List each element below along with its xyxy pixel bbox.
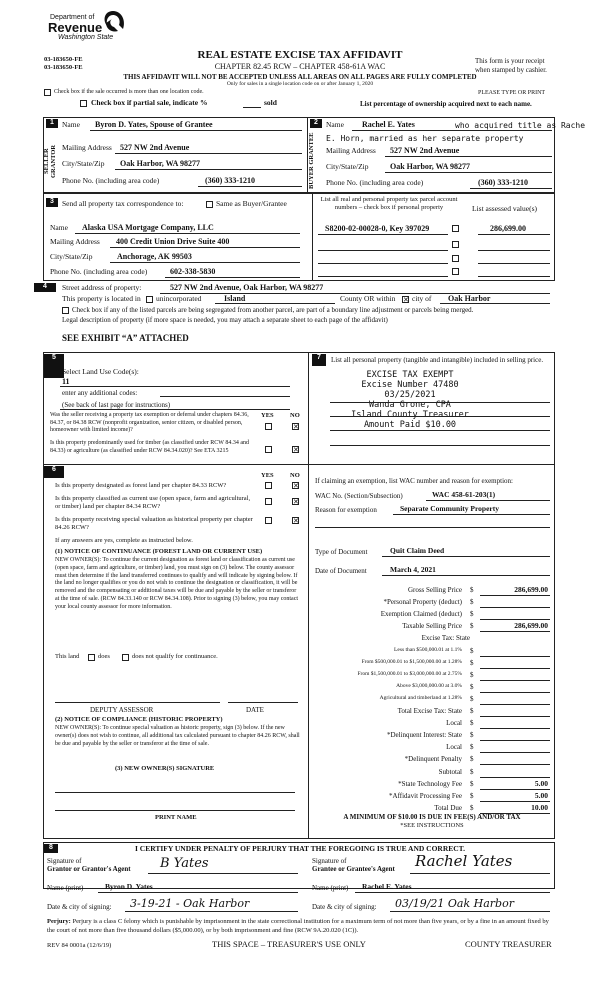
seller-addr[interactable]: 527 NW 2nd Avenue xyxy=(120,143,190,152)
doc-id-2: 03-183650-FE xyxy=(44,64,83,71)
buyer-city-label: City/State/Zip xyxy=(326,162,369,171)
print-name-label: PRINT NAME xyxy=(155,814,197,821)
grantor-signature[interactable]: B Yates xyxy=(160,856,209,871)
tax-row-line xyxy=(480,692,550,693)
s6-q3-yes-checkbox[interactable] xyxy=(265,517,272,524)
tax-row-line xyxy=(480,607,550,608)
seller-name-label: Name xyxy=(62,120,80,129)
see-back-note: (See back of last page for instructions) xyxy=(62,401,171,409)
tax-row-currency: $ xyxy=(470,731,474,740)
stamp-line-4: Wanda Grone, CPA xyxy=(369,400,451,410)
parcel-number[interactable]: S8200-02-00028-0, Key 397029 xyxy=(325,224,430,233)
property-street[interactable]: 527 NW 2nd Avenue, Oak Harbor, WA 98277 xyxy=(170,283,324,292)
buyer-typed-line2: E. Horn, married as her separate property xyxy=(326,134,524,143)
s3-phone[interactable]: 602-338-5830 xyxy=(170,267,216,276)
s6-question-3: Is this property receiving special valuation as historical property per chapter 84.26 RCW? xyxy=(55,516,253,532)
tax-row-currency: $ xyxy=(470,646,474,655)
county-treasurer-label: COUNTY TREASURER xyxy=(465,939,552,949)
section-3-badge: 3 xyxy=(46,198,58,207)
partial-sale-sold: sold xyxy=(264,98,277,107)
tax-row-line xyxy=(480,740,550,741)
tax-row-label: Taxable Selling Price xyxy=(402,622,462,631)
buyer-phone[interactable]: (360) 333-1210 xyxy=(478,178,528,187)
unincorporated-label: unincorporated xyxy=(156,294,202,303)
land-not-qualify-label: does not qualify for continuance. xyxy=(132,653,218,660)
exemption-reason[interactable]: Separate Community Property xyxy=(400,504,500,513)
buyer-addr-label: Mailing Address xyxy=(326,146,376,155)
partial-sale-label: Check box if partial sale, indicate % xyxy=(91,98,208,107)
within-city-checkbox[interactable]: ✕ xyxy=(403,296,409,304)
form-title: REAL ESTATE EXCISE TAX AFFIDAVIT xyxy=(197,49,403,61)
s5-q1-yes-checkbox[interactable] xyxy=(265,423,272,430)
land-not-qualify-checkbox[interactable] xyxy=(122,654,129,661)
exhibit-note: SEE EXHIBIT “A” ATTACHED xyxy=(62,333,189,343)
tax-row-label: Local xyxy=(446,743,462,752)
s3-city-label: City/State/Zip xyxy=(50,252,93,261)
receipt-note-2: when stamped by cashier. xyxy=(475,66,547,74)
tax-row-line xyxy=(480,764,550,765)
same-as-buyer-label: Same as Buyer/Grantee xyxy=(216,199,287,208)
s5-question-1: Was the seller receiving a property tax exemption or deferral under chapters 84.36, 84.37, or 84.38 RCW (nonprofit organization, senior citizen, or disabled person, homeowner with limited income)? xyxy=(50,412,249,433)
form-subtitle: CHAPTER 82.45 RCW – CHAPTER 458-61A WAC xyxy=(214,62,386,71)
wac-label: WAC No. (Section/Subsection) xyxy=(315,492,403,500)
multi-location-checkbox[interactable] xyxy=(44,89,51,96)
land-use-code[interactable]: 11 xyxy=(62,377,70,386)
grantor-sig-label-1: Signature of xyxy=(47,857,82,865)
assessed-value[interactable]: 286,699.00 xyxy=(490,224,526,233)
doc-type-label: Type of Document xyxy=(315,548,368,556)
tax-row-line xyxy=(480,789,550,790)
form-revision: REV 84 0001a (12/6/19) xyxy=(47,942,112,949)
grantee-print-label: Name (print) xyxy=(312,884,349,892)
street-label: Street address of property: xyxy=(62,283,142,292)
tax-row-line xyxy=(480,631,550,632)
minimum-due-note: A MINIMUM OF $10.00 IS DUE IN FEE(S) AND/OR TAX xyxy=(343,813,521,821)
tax-row-value[interactable]: 286,699.00 xyxy=(514,621,548,631)
buyer-name[interactable]: Rachel E. Yates xyxy=(362,120,415,129)
buyer-phone-label: Phone No. (including area code) xyxy=(326,178,424,187)
tax-row-line xyxy=(480,752,550,753)
buyer-addr[interactable]: 527 NW 2nd Avenue xyxy=(390,146,460,155)
s5-q2-yes-checkbox[interactable] xyxy=(265,446,272,453)
parcel-personal-checkbox-2[interactable] xyxy=(452,241,459,248)
same-as-buyer-checkbox[interactable] xyxy=(206,201,213,208)
notice1-title: (1) NOTICE OF CONTINUANCE (FOREST LAND OR CURRENT USE) xyxy=(55,548,263,555)
stamp-line-6: Amount Paid $10.00 xyxy=(363,420,457,430)
tax-row-label: Above $3,000,000.00 at 3.0% xyxy=(396,682,462,689)
seller-name[interactable]: Byron D. Yates, Spouse of Grantee xyxy=(95,120,213,129)
tax-row-label: *Personal Property (deduct) xyxy=(383,598,462,607)
grantee-sig-label-2: Grantee or Grantee's Agent xyxy=(312,865,395,873)
seller-city-label: City/State/Zip xyxy=(62,159,105,168)
tax-row-label: Subtotal xyxy=(438,767,462,776)
doc-id-1: 03-183650-FE xyxy=(44,56,83,63)
section-5-badge: 5 xyxy=(44,354,64,378)
tax-row-currency: $ xyxy=(470,779,474,788)
land-does-checkbox[interactable] xyxy=(88,654,95,661)
send-tax-label: Send all property tax correspondence to: xyxy=(62,199,184,208)
segregated-label: Check box if any of the listed parcels are being segregated from another parcel, are part of a boundary line adjustment or parcels being merged. xyxy=(72,306,474,314)
s6-no-header: NO xyxy=(290,472,300,479)
dor-swirl-icon xyxy=(100,9,126,35)
section-4-badge: 4 xyxy=(34,283,56,292)
s6-question-1: Is this property designated as forest land per chapter 84.33 RCW? xyxy=(55,482,227,489)
tax-row-currency: $ xyxy=(470,719,474,728)
city-of-label: city of xyxy=(412,294,432,303)
doc-date[interactable]: March 4, 2021 xyxy=(390,565,436,574)
tax-row-currency: $ xyxy=(470,707,474,715)
additional-codes-label: enter any additional codes: xyxy=(62,389,138,397)
tax-row-currency: $ xyxy=(470,670,474,679)
s6-q2-yes-checkbox[interactable] xyxy=(265,498,272,505)
doc-date-label: Date of Document xyxy=(315,567,367,575)
stamp-line-3: 03/25/2021 xyxy=(384,390,436,400)
perjury-label: Perjury: xyxy=(47,918,71,925)
assessor-date-label: DATE xyxy=(246,706,264,714)
exemption-claim-label: If claiming an exemption, list WAC number and reason for exemption: xyxy=(315,477,513,485)
logo-line2: Revenue xyxy=(48,20,103,35)
tax-row-currency: $ xyxy=(470,767,474,776)
perjury-notice xyxy=(47,918,555,936)
s5-question-2: Is this property predominantly used for timber (as classified under RCW 84.34 and 84.33) or agriculture (as classified under RCW 84.34.020)? See ETA 3215 xyxy=(50,440,250,454)
tax-row-currency: $ xyxy=(470,791,474,800)
receipt-note-1: This form is your receipt xyxy=(475,57,545,65)
s3-addr-label: Mailing Address xyxy=(50,237,100,246)
ownership-note: List percentage of ownership acquired next to each name. xyxy=(360,100,532,108)
notice2-body: NEW OWNER(S): To continue special valuation as historic property, sign (3) below. If the new owner(s) does not wish to continue, all additional tax calculated pursuant to chapter 84.26 RCW, shall be due and payable by the seller or transferor at the time of sale. xyxy=(55,725,300,747)
section-7-badge: 7 xyxy=(312,354,326,366)
s3-addr[interactable]: 400 Credit Union Drive Suite 400 xyxy=(116,237,230,246)
grantee-print-name[interactable]: Rachel E. Yates xyxy=(362,882,412,891)
buyer-typed-line1: who acquired title as Rache xyxy=(455,121,586,130)
grantor-date-city[interactable]: 3-19-21 - Oak Harbor xyxy=(130,897,250,910)
tax-row-currency: $ xyxy=(470,622,474,631)
section-1-badge: 1 xyxy=(46,119,58,128)
see-instructions-note: *SEE INSTRUCTIONS xyxy=(400,822,464,829)
tax-row-label: *Delinquent Penalty xyxy=(404,755,462,764)
seller-side-label: SELLER GRANTOR xyxy=(43,144,57,178)
deputy-assessor-label: DEPUTY ASSESSOR xyxy=(90,706,154,714)
tax-row-label: Total Excise Tax: State xyxy=(397,707,462,715)
parcel-header: List all real and personal property tax parcel account numbers – check box if personal property xyxy=(320,196,458,211)
county-label: County OR within xyxy=(340,294,396,303)
tax-row-line xyxy=(480,777,550,778)
tax-row-line xyxy=(480,656,550,657)
tax-row-currency: $ xyxy=(470,755,474,764)
s3-city[interactable]: Anchorage, AK 99503 xyxy=(117,252,192,261)
s3-phone-label: Phone No. (including area code) xyxy=(50,267,148,276)
parcel-personal-checkbox-3[interactable] xyxy=(452,255,459,262)
land-use-label: Select Land Use Code(s): xyxy=(62,367,139,376)
tax-row-label: Local xyxy=(446,719,462,728)
tax-row-label: Gross Selling Price xyxy=(407,586,462,594)
partial-sale-checkbox[interactable] xyxy=(80,100,87,107)
unincorporated-checkbox[interactable] xyxy=(146,296,153,303)
tax-row-line xyxy=(480,728,550,729)
s3-name-label: Name xyxy=(50,223,68,232)
s6-question-2: Is this property classified as current use (open space, farm and agricultural, or timber) land per chapter 84.34 RCW? xyxy=(55,495,251,511)
tax-row-label: *State Technology Fee xyxy=(398,779,462,788)
tax-row-currency: $ xyxy=(470,803,474,812)
city-name[interactable]: Oak Harbor xyxy=(448,294,491,303)
tax-row-line xyxy=(480,716,550,717)
notice1-body: NEW OWNER(S): To continue the current designation as forest land or classification as current use (open space, farm and agriculture, or timber) land, you must sign on (3) below. The county assessor must then determine if the land transferred continues to qualify and will indicate by signing below. If the land no longer qualifies or you do not wish to continue the designation or classification, it will be removed and the compensating or additional taxes will be due and payable by the seller or transferor at the time of sale. (RCW 84.33.140 or RCW 84.34.108). Prior to signing (3) below, you may contact your local county assessor for more information. xyxy=(55,557,299,610)
buyer-city[interactable]: Oak Harbor, WA 98277 xyxy=(390,162,471,171)
tax-row-value[interactable]: 5.00 xyxy=(534,790,548,800)
stamp-line-2: Excise Number 47480 xyxy=(361,380,459,390)
located-label: This property is located in xyxy=(62,294,141,303)
tax-row-value[interactable]: 5.00 xyxy=(534,778,548,788)
grantor-print-label: Name (print) xyxy=(47,884,84,892)
tax-row-line xyxy=(480,680,550,681)
personal-property-label: List all personal property (tangible and intangible) included in selling price. xyxy=(331,356,544,364)
tax-row-label: *Affidavit Processing Fee xyxy=(389,791,462,800)
tax-row-currency: $ xyxy=(470,658,474,667)
parcel-personal-checkbox-4[interactable] xyxy=(452,268,459,275)
certify-statement: I CERTIFY UNDER PENALTY OF PERJURY THAT THE FOREGOING IS TRUE AND CORRECT. xyxy=(134,844,465,853)
tax-row-line xyxy=(480,619,550,620)
tax-row-line xyxy=(480,801,550,802)
segregated-checkbox[interactable] xyxy=(62,307,69,314)
doc-type[interactable]: Quit Claim Deed xyxy=(390,546,445,555)
tax-row-line xyxy=(480,595,550,596)
tax-row-line xyxy=(480,668,550,669)
tax-row-currency: $ xyxy=(470,610,474,619)
s6-q1-yes-checkbox[interactable] xyxy=(265,482,272,489)
tax-row-line xyxy=(480,704,550,705)
this-land-label: This land xyxy=(55,653,80,660)
tax-row-label: From $1,500,000.01 to $3,000,000.00 at 2.75% xyxy=(357,670,462,677)
grantor-sig-label-2: Grantor or Grantor's Agent xyxy=(47,865,131,873)
legal-desc-label: Legal description of property (if more space is needed, you may attach a separate sheet to each page of the affidavit) xyxy=(62,316,388,324)
s6-q1-no-checkbox[interactable]: ✕ xyxy=(293,482,299,490)
wac-number[interactable]: WAC 458-61-203(1) xyxy=(432,490,496,499)
buyer-side-label: BUYER GRANTEE xyxy=(308,132,315,190)
grantor-date-label: Date & city of signing: xyxy=(47,903,112,911)
stamp-line-5: Island County Treasurer xyxy=(351,410,469,420)
tax-row-label: Excise Tax: State xyxy=(421,634,470,643)
stamp-line-1: EXCISE TAX EXEMPT xyxy=(366,370,454,380)
tax-row-currency: $ xyxy=(470,598,474,607)
section-6-badge: 6 xyxy=(44,466,64,478)
grantor-print-name[interactable]: Byron D. Yates xyxy=(105,882,153,891)
buyer-name-label: Name xyxy=(326,120,344,129)
s5-yes-header: YES xyxy=(261,412,274,419)
s3-name[interactable]: Alaska USA Mortgage Company, LLC xyxy=(82,223,214,232)
land-does-label: does xyxy=(98,653,110,660)
logo-line1: Department of xyxy=(50,14,95,21)
tax-row-label: *Delinquent Interest: State xyxy=(386,731,462,740)
tax-row-label: Total Due xyxy=(434,803,462,812)
grantee-signature[interactable]: Rachel Yates xyxy=(415,852,513,870)
treasurer-space-label: THIS SPACE – TREASURER'S USE ONLY xyxy=(212,939,366,949)
s5-q1-no-checkbox[interactable]: ✕ xyxy=(293,423,299,431)
print-note: PLEASE TYPE OR PRINT xyxy=(478,90,546,96)
county-name[interactable]: Island xyxy=(224,294,246,303)
tax-row-currency: $ xyxy=(470,694,474,703)
form-warning: THIS AFFIDAVIT WILL NOT BE ACCEPTED UNLESS ALL AREAS ON ALL PAGES ARE FULLY COMPLETED xyxy=(123,73,477,81)
tax-row-label: Agricultural and timberland at 1.28% xyxy=(379,694,462,701)
s5-q2-no-checkbox[interactable]: ✕ xyxy=(293,446,299,454)
perjury-text: Perjury is a class C felony which is punishable by imprisonment in the state correctional institution for a maximum term of not more than five years, or by a fine in an amount fixed by the court of not more than five thousand dollars ($5,000.00), or by both imprisonment and fine (RCW 9A.20.020 (1C)). xyxy=(47,918,549,934)
section-2-badge: 2 xyxy=(310,119,322,128)
only-for-sales: Only for sales in a single location code on or after January 1, 2020 xyxy=(226,81,374,87)
tax-row-currency: $ xyxy=(470,682,474,691)
seller-city[interactable]: Oak Harbor, WA 98277 xyxy=(120,159,201,168)
s6-yes-header: YES xyxy=(261,472,274,479)
tax-row-label: From $500,000.01 to $1,500,000.00 at 1.28% xyxy=(361,658,462,665)
s6-if-yes: If any answers are yes, complete as instructed below. xyxy=(55,537,193,544)
s5-no-header: NO xyxy=(290,412,300,419)
s6-q3-no-checkbox[interactable]: ✕ xyxy=(293,517,299,525)
tax-row-currency: $ xyxy=(470,586,474,594)
tax-row-label: Exemption Claimed (deduct) xyxy=(380,610,462,619)
tax-row-label: Less than $500,000.01 at 1.1% xyxy=(394,646,462,653)
multi-location-label: Check box if the sale occurred is more than one location code. xyxy=(54,89,204,95)
tax-row-currency: $ xyxy=(470,743,474,752)
tax-row-value[interactable]: 286,699.00 xyxy=(514,585,548,594)
grantee-date-city[interactable]: 03/19/21 Oak Harbor xyxy=(395,897,514,910)
grantee-sig-label-1: Signature of xyxy=(312,857,347,865)
notice2-title: (2) NOTICE OF COMPLIANCE (HISTORIC PROPERTY) xyxy=(55,716,223,723)
s6-q2-no-checkbox[interactable]: ✕ xyxy=(293,498,299,506)
exemption-reason-label: Reason for exemption xyxy=(315,506,377,514)
seller-addr-label: Mailing Address xyxy=(62,143,112,152)
section-8-badge: 8 xyxy=(44,844,58,853)
tax-row-value[interactable]: 10.00 xyxy=(531,802,548,812)
assessed-header: List assessed value(s) xyxy=(472,204,537,213)
parcel-personal-checkbox-1[interactable] xyxy=(452,225,459,232)
seller-phone-label: Phone No. (including area code) xyxy=(62,176,160,185)
seller-phone[interactable]: (360) 333-1210 xyxy=(205,176,255,185)
grantee-date-label: Date & city of signing: xyxy=(312,903,377,911)
new-owner-signature-label: (3) NEW OWNER(S) SIGNATURE xyxy=(115,765,215,772)
logo-line3: Washington State xyxy=(58,34,114,41)
